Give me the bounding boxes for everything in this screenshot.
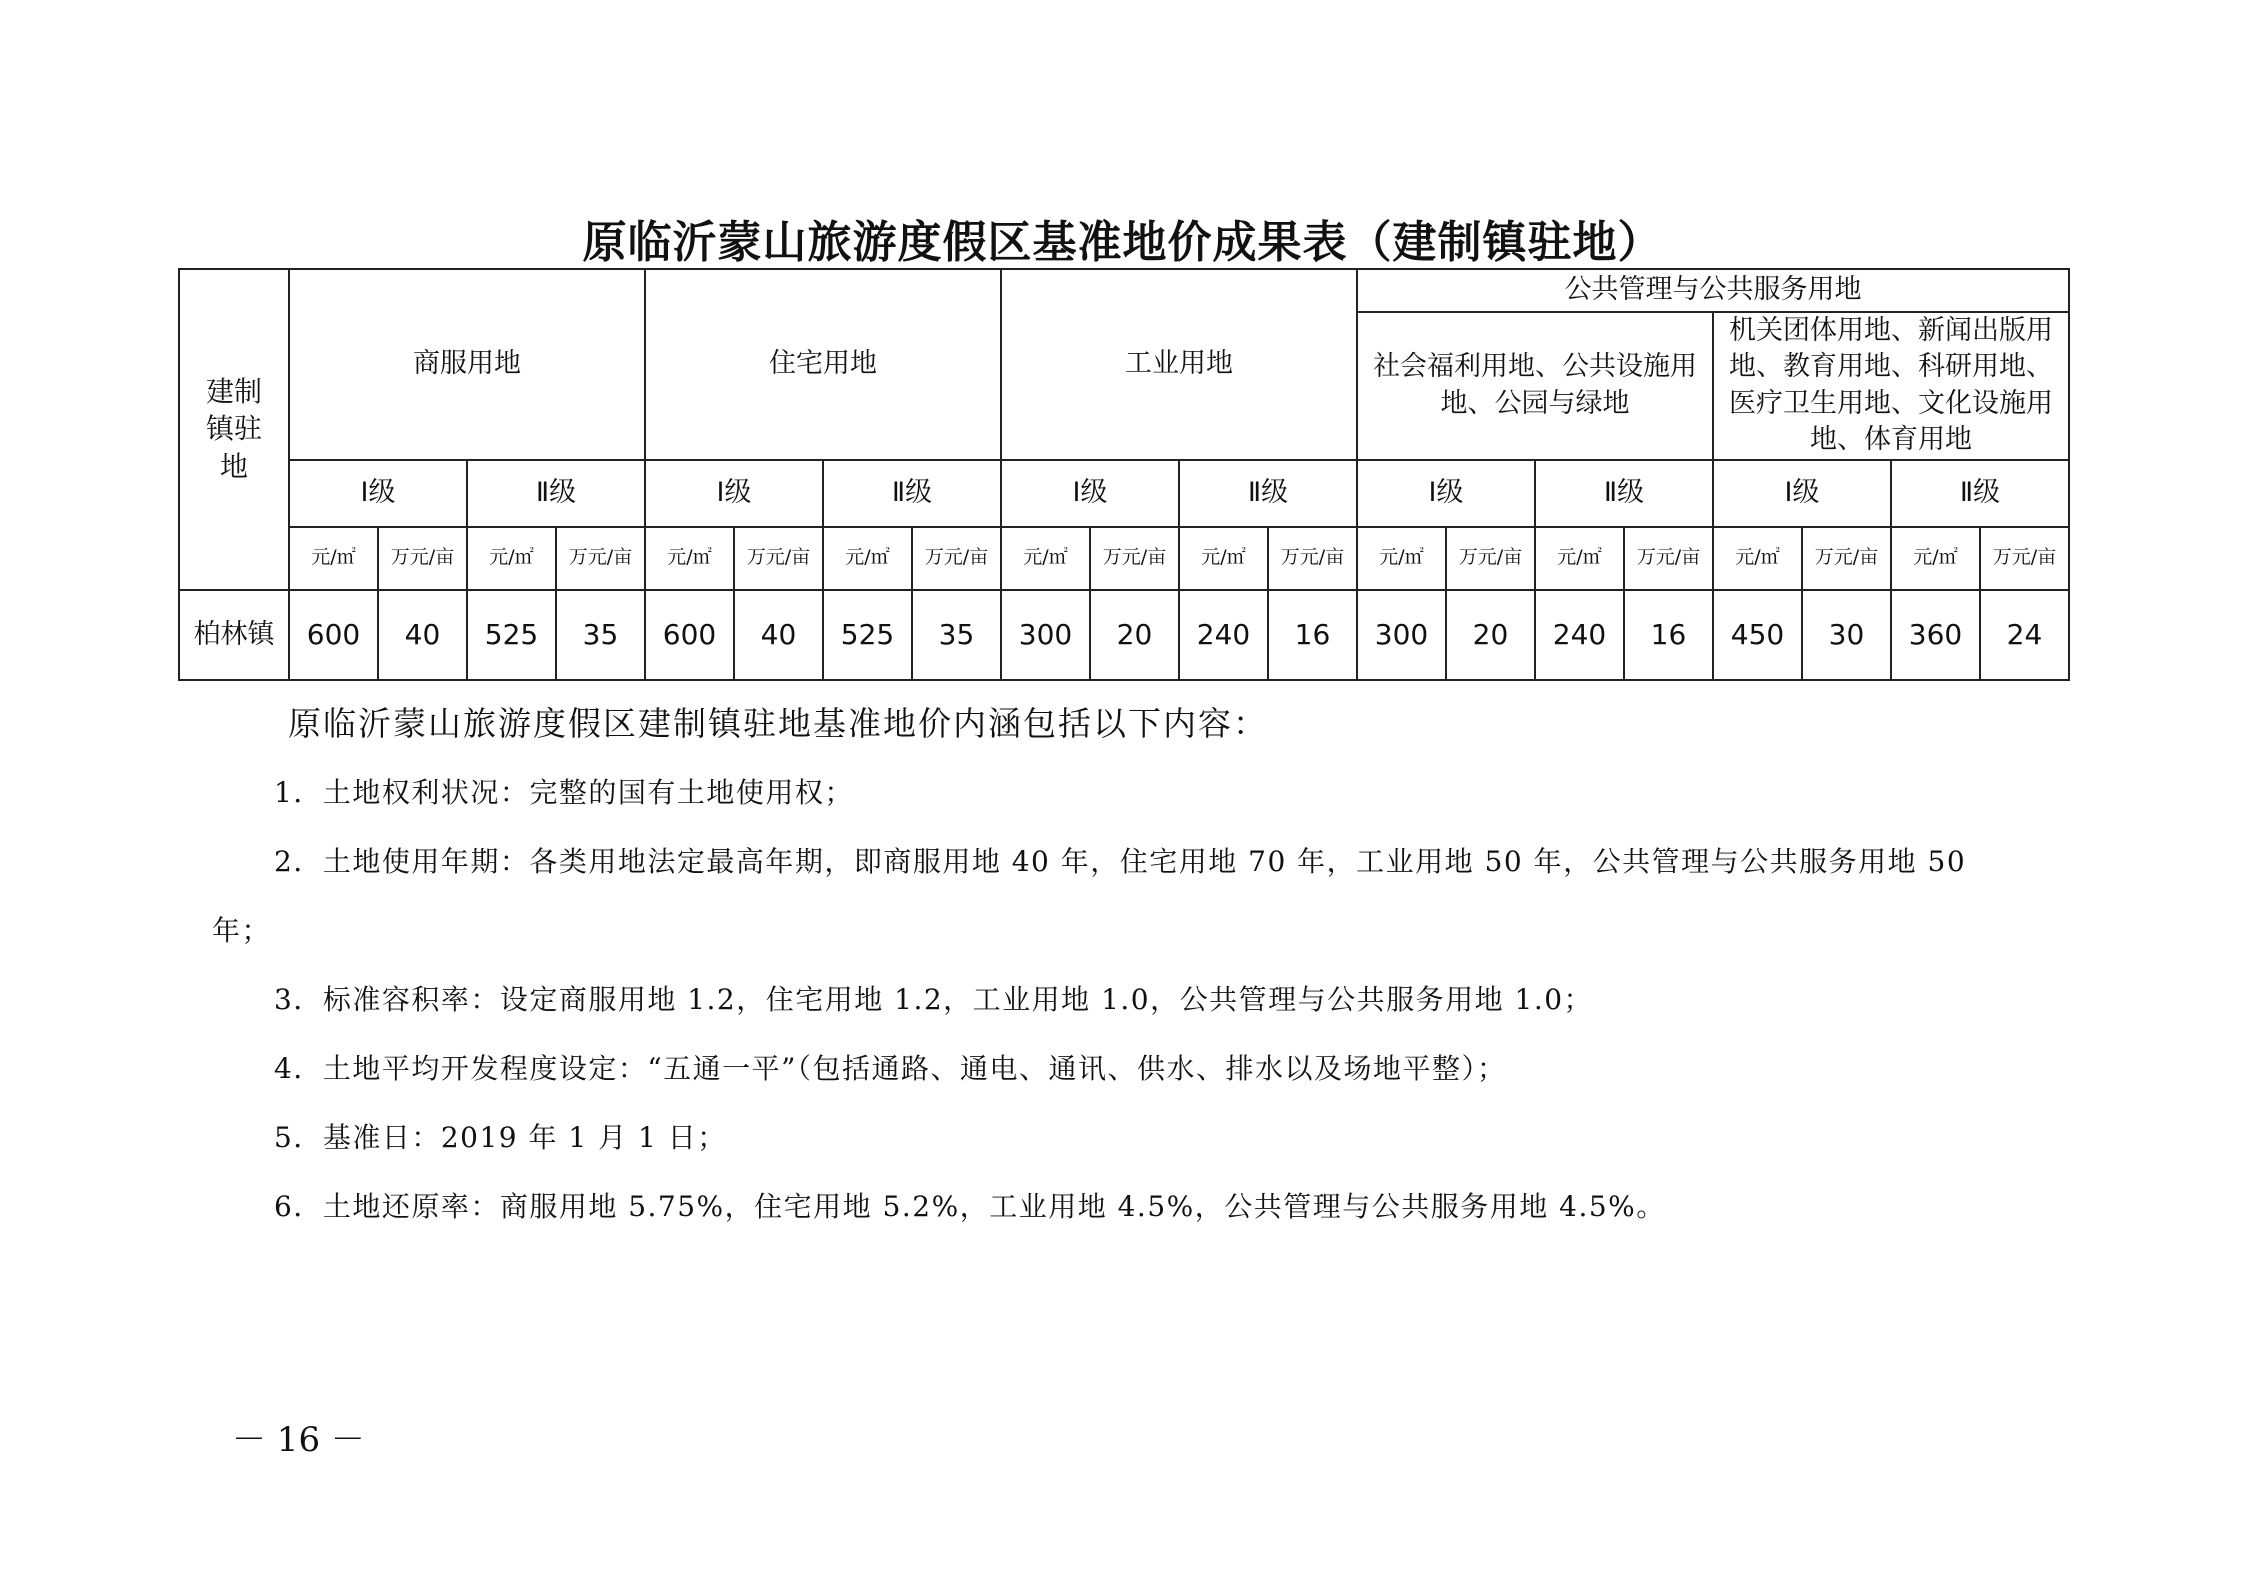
unit-cell: 万元/亩: [734, 527, 823, 590]
category-industrial: 工业用地: [1001, 269, 1357, 460]
note-item-6: 6．土地还原率：商服用地 5.75%，住宅用地 5.2%，工业用地 4.5%，公共管理与公共服务用地 4.5%。: [274, 1190, 1666, 1223]
price-cell: 240: [1535, 590, 1624, 680]
price-cell: 24: [1980, 590, 2069, 680]
price-cell: 35: [556, 590, 645, 680]
unit-cell: 万元/亩: [1446, 527, 1535, 590]
grade-cell: Ⅰ级: [289, 460, 467, 527]
unit-cell: 元/㎡: [1713, 527, 1802, 590]
price-cell: 20: [1090, 590, 1179, 680]
category-public-institutions: 机关团体用地、新闻出版用地、教育用地、科研用地、医疗卫生用地、文化设施用地、体育用地: [1713, 312, 2069, 460]
grade-cell: Ⅱ级: [1179, 460, 1357, 527]
unit-cell: 元/㎡: [1001, 527, 1090, 590]
unit-cell: 元/㎡: [1357, 527, 1446, 590]
unit-cell: 元/㎡: [467, 527, 556, 590]
price-cell: 240: [1179, 590, 1268, 680]
category-residential: 住宅用地: [645, 269, 1001, 460]
land-price-table: [178, 268, 2070, 681]
page-title: 原临沂蒙山旅游度假区基准地价成果表（建制镇驻地）: [582, 217, 1663, 268]
price-cell: 40: [378, 590, 467, 680]
price-cell: 300: [1001, 590, 1090, 680]
price-cell: 300: [1357, 590, 1446, 680]
grade-cell: Ⅰ级: [645, 460, 823, 527]
unit-cell: 万元/亩: [912, 527, 1001, 590]
price-cell: 20: [1446, 590, 1535, 680]
price-cell: 40: [734, 590, 823, 680]
price-cell: 16: [1268, 590, 1357, 680]
note-item-1: 1．土地权利状况：完整的国有土地使用权；: [274, 776, 854, 809]
unit-cell: 元/㎡: [1891, 527, 1980, 590]
grade-cell: Ⅱ级: [1891, 460, 2069, 527]
category-commercial: 商服用地: [289, 269, 645, 460]
grade-cell: Ⅱ级: [467, 460, 645, 527]
price-cell: 525: [823, 590, 912, 680]
unit-cell: 万元/亩: [1624, 527, 1713, 590]
unit-cell: 万元/亩: [1090, 527, 1179, 590]
price-cell: 30: [1802, 590, 1891, 680]
price-cell: 600: [289, 590, 378, 680]
grade-cell: Ⅰ级: [1357, 460, 1535, 527]
grade-cell: Ⅱ级: [823, 460, 1001, 527]
page-number: － 16 －: [232, 1420, 365, 1460]
price-cell: 600: [645, 590, 734, 680]
note-item-3: 3．标准容积率：设定商服用地 1.2，住宅用地 1.2，工业用地 1.0，公共管理与公共服务用地 1.0；: [274, 983, 1594, 1016]
grade-cell: Ⅱ级: [1535, 460, 1713, 527]
unit-cell: 元/㎡: [1179, 527, 1268, 590]
price-cell: 450: [1713, 590, 1802, 680]
unit-cell: 万元/亩: [1802, 527, 1891, 590]
unit-cell: 万元/亩: [556, 527, 645, 590]
unit-cell: 万元/亩: [378, 527, 467, 590]
note-item-2: 2．土地使用年期：各类用地法定最高年期，即商服用地 40 年，住宅用地 70 年，工业用地 50 年，公共管理与公共服务用地 50: [274, 845, 1967, 878]
unit-cell: 元/㎡: [823, 527, 912, 590]
price-cell: 525: [467, 590, 556, 680]
note-item-5: 5．基准日：2019 年 1 月 1 日；: [274, 1121, 727, 1154]
grade-cell: Ⅰ级: [1713, 460, 1891, 527]
category-public-welfare: 社会福利用地、公共设施用地、公园与绿地: [1357, 312, 1713, 460]
price-cell: 16: [1624, 590, 1713, 680]
grade-cell: Ⅰ级: [1001, 460, 1179, 527]
unit-cell: 元/㎡: [645, 527, 734, 590]
unit-cell: 元/㎡: [289, 527, 378, 590]
unit-cell: 万元/亩: [1268, 527, 1357, 590]
price-cell: 360: [1891, 590, 1980, 680]
category-public: 公共管理与公共服务用地: [1357, 269, 2069, 312]
note-item-4: 4．土地平均开发程度设定：“五通一平”（包括通路、通电、通讯、供水、排水以及场地平整）；: [274, 1052, 1507, 1085]
unit-cell: 万元/亩: [1980, 527, 2069, 590]
note-item-2-continued: 年；: [212, 914, 272, 947]
notes-intro: 原临沂蒙山旅游度假区建制镇驻地基准地价内涵包括以下内容：: [288, 704, 1268, 743]
town-name: 柏林镇: [179, 590, 289, 680]
town-header: 建制镇驻地: [179, 269, 289, 590]
price-cell: 35: [912, 590, 1001, 680]
unit-cell: 元/㎡: [1535, 527, 1624, 590]
